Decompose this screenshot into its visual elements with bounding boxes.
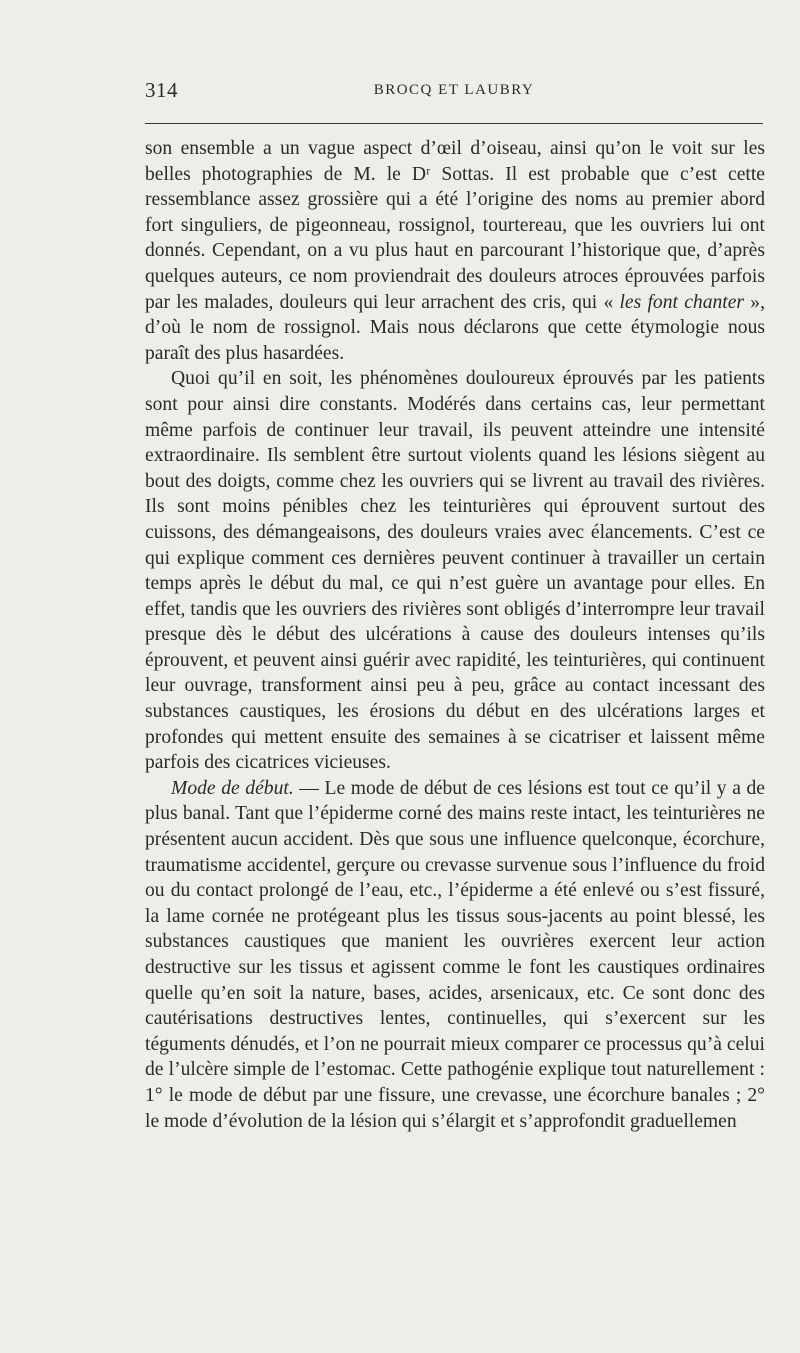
paragraph-2: Quoi qu’il en soit, les phénomènes douloureux éprouvés par les patients sont pour ainsi dire constants. Modérés dans certains cas, leur permettant même parfois de continuer leur travail, ils peuvent atteindre une intensité extraordinaire. Ils semblent être surtout violents quand les lésions siègent au bout des doigts, comme chez les ouvriers qui se livrent au travail des rivières. Ils sont moins pénibles chez les teinturières qui éprouvent surtout des cuissons, des démangeaisons, des douleurs vraies avec élancements. C’est ce qui explique comment ces dernières peuvent continuer à travailler un certain temps après le début du mal, ce qui n’est guère un avantage pour elles. En effet, tandis que les ouvriers des rivières sont obligés d’interrompre leur travail presque dès le début des ulcérations à cause des douleurs intenses qu’ils éprouvent, et peuvent ainsi guérir avec rapidité, les teinturières, qui continuent leur ouvrage, transforment ainsi peu à peu, grâce au contact incessant des substances caustiques, les érosions du début en des ulcérations larges et profondes qui mettent ensuite des semaines à se cicatriser et laissent même parfois des cicatrices vicieuses. (145, 368, 765, 774)
body-text (145, 136, 765, 1134)
section-heading: Mode de début. (171, 777, 294, 799)
paragraph-1-text-end: », d’où le nom de rossignol. Mais nous déclarons que cette étymologie nous paraît des plus hasardées. (145, 291, 765, 364)
page-header (145, 78, 763, 108)
running-head: BROCQ ET LAUBRY (373, 82, 535, 98)
page-number: 314 (145, 78, 178, 102)
paragraph-1-text: son ensemble a un vague aspect d’œil d’oiseau, ainsi qu’on le voit sur les belles photographies de M. le Dʳ Sottas. Il est probable que c’est cette ressemblance assez grossière qui a été l’origine des noms au premier abord fort singuliers, de pigeonneau, rossignol, tourtereau, que les ouvriers lui ont donnés. Cependant, on a vu plus haut en parcourant l’historique que, d’après quelques auteurs, ce nom proviendrait des douleurs atroces éprouvées parfois par les malades, douleurs qui leur arrachent des cris, qui « (145, 138, 765, 313)
paragraph-1-italic-quote: les font chanter (619, 291, 745, 313)
paragraph-3 (145, 776, 765, 1134)
paragraph-3-text: — Le mode de début de ces lésions est tout ce qu’il y a de plus banal. Tant que l’épiderme corné des mains reste intact, les teinturières ne présentent aucun accident. Dès que sous une influence quelconque, écorchure, traumatisme accidentel, gerçure ou crevasse survenue sous l’influence du froid ou du contact prolongé de l’eau, etc., l’épiderme a été enlevé ou s’est fissuré, la lame cornée ne protégeant plus les tissus sous-jacents au point blessé, les substances caustiques que manient les ouvrières exercent leur action destructive sur les tissus et agissent comme le font les caustiques ordinaires quelle qu’en soit la nature, bases, acides, arsenicaux, etc. Ce sont donc des cautérisations destructives lentes, continuelles, qui s’exercent sur les téguments dénudés, et l’on ne pourrait mieux comparer ce processus qu’à celui de l’ulcère simple de l’estomac. Cette pathogénie explique tout naturellement : 1° le mode de début par une fissure, une crevasse, une écorchure banales ; 2° le mode d’évolution de la lésion qui s’élargit et s’approfondit graduellemen (145, 777, 765, 1132)
paragraph-1 (145, 136, 765, 366)
header-rule (145, 123, 763, 124)
